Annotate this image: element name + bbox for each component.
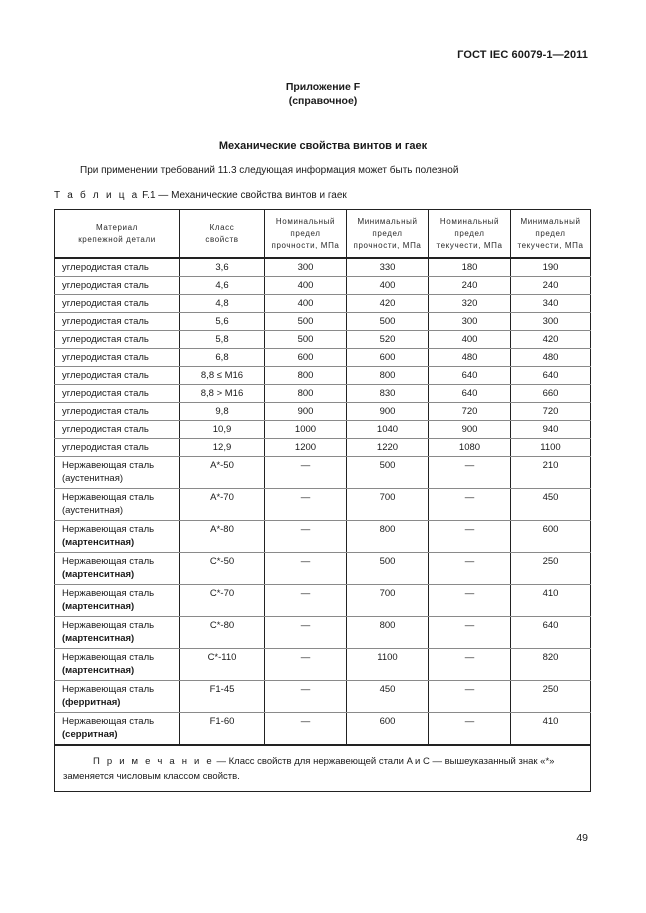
table-row — [55, 421, 591, 439]
cell-nominal-tensile: — — [265, 713, 347, 746]
material-type: (аустенитная) — [62, 473, 124, 484]
cell-min-yield: 190 — [511, 258, 591, 277]
cell-class: 6,8 — [180, 349, 265, 367]
material-name: углеродистая сталь — [62, 388, 149, 399]
cell-min-yield: 720 — [511, 403, 591, 421]
cell-min-yield: 450 — [511, 489, 591, 521]
cell-material — [55, 277, 180, 295]
cell-class: F1-45 — [180, 681, 265, 713]
cell-material — [55, 713, 180, 746]
cell-class: 3,6 — [180, 258, 265, 277]
cell-material — [55, 258, 180, 277]
cell-min-tensile: 600 — [347, 349, 429, 367]
cell-class: C*-70 — [180, 585, 265, 617]
material-type: (мартенситная) — [62, 633, 135, 644]
table-note — [55, 745, 591, 792]
cell-min-yield: 640 — [511, 617, 591, 649]
table-header-row — [55, 210, 591, 259]
cell-min-yield: 640 — [511, 367, 591, 385]
cell-nominal-tensile: — — [265, 681, 347, 713]
material-type: (мартенситная) — [62, 569, 135, 580]
cell-nominal-yield: 300 — [429, 313, 511, 331]
cell-min-tensile: 700 — [347, 585, 429, 617]
cell-nominal-yield: 240 — [429, 277, 511, 295]
cell-nominal-tensile: 800 — [265, 385, 347, 403]
cell-nominal-yield: — — [429, 617, 511, 649]
header-min-yield: Минимальный предел текучести, МПа — [511, 210, 591, 259]
cell-material — [55, 617, 180, 649]
material-name: Нержавеющая сталь — [62, 684, 155, 695]
cell-material — [55, 295, 180, 313]
cell-nominal-tensile: — — [265, 553, 347, 585]
material-type: (серритная) — [62, 729, 118, 740]
material-type: (мартенситная) — [62, 601, 135, 612]
cell-material — [55, 421, 180, 439]
cell-min-tensile: 800 — [347, 521, 429, 553]
cell-nominal-yield: 480 — [429, 349, 511, 367]
cell-material — [55, 521, 180, 553]
cell-min-yield: 940 — [511, 421, 591, 439]
cell-min-tensile: 400 — [347, 277, 429, 295]
material-name: Нержавеющая сталь — [62, 492, 155, 503]
cell-material — [55, 313, 180, 331]
cell-min-tensile: 500 — [347, 457, 429, 489]
cell-class: 9,8 — [180, 403, 265, 421]
cell-min-tensile: 1100 — [347, 649, 429, 681]
cell-nominal-tensile: 500 — [265, 331, 347, 349]
cell-nominal-tensile: 500 — [265, 313, 347, 331]
cell-nominal-yield: — — [429, 681, 511, 713]
material-name: углеродистая сталь — [62, 352, 149, 363]
cell-min-tensile: 520 — [347, 331, 429, 349]
material-name: Нержавеющая сталь — [62, 460, 155, 471]
cell-class: 4,6 — [180, 277, 265, 295]
cell-class: 10,9 — [180, 421, 265, 439]
material-name: углеродистая сталь — [62, 424, 149, 435]
table-row — [55, 585, 591, 617]
cell-nominal-tensile: — — [265, 617, 347, 649]
material-name: углеродистая сталь — [62, 316, 149, 327]
cell-nominal-yield: — — [429, 553, 511, 585]
cell-class: 12,9 — [180, 439, 265, 457]
cell-nominal-yield: 180 — [429, 258, 511, 277]
material-name: углеродистая сталь — [62, 280, 149, 291]
cell-material — [55, 457, 180, 489]
cell-class: 4,8 — [180, 295, 265, 313]
table-row — [55, 331, 591, 349]
cell-nominal-yield: 720 — [429, 403, 511, 421]
cell-class: C*-50 — [180, 553, 265, 585]
cell-min-tensile: 500 — [347, 553, 429, 585]
cell-min-tensile: 700 — [347, 489, 429, 521]
cell-min-tensile: 1040 — [347, 421, 429, 439]
material-name: углеродистая сталь — [62, 298, 149, 309]
table-caption — [54, 190, 347, 201]
header-min-tensile: Минимальный предел прочности, МПа — [347, 210, 429, 259]
cell-class: A*-80 — [180, 521, 265, 553]
cell-nominal-tensile: — — [265, 649, 347, 681]
table-caption-text: F.1 — Механические свойства винтов и гаек — [142, 190, 347, 201]
cell-material — [55, 367, 180, 385]
material-name: Нержавеющая сталь — [62, 620, 155, 631]
cell-class: 5,6 — [180, 313, 265, 331]
cell-nominal-yield: 640 — [429, 367, 511, 385]
cell-min-yield: 600 — [511, 521, 591, 553]
cell-min-tensile: 800 — [347, 367, 429, 385]
cell-class: F1-60 — [180, 713, 265, 746]
cell-material — [55, 403, 180, 421]
material-name: углеродистая сталь — [62, 370, 149, 381]
page-number: 49 — [576, 832, 588, 844]
cell-nominal-tensile: 300 — [265, 258, 347, 277]
mechanical-properties-table — [54, 209, 591, 792]
table-row — [55, 439, 591, 457]
cell-material — [55, 439, 180, 457]
cell-nominal-tensile: 600 — [265, 349, 347, 367]
material-type: (аустенитная) — [62, 505, 124, 516]
cell-min-yield: 1100 — [511, 439, 591, 457]
cell-nominal-yield: — — [429, 457, 511, 489]
cell-class: A*-70 — [180, 489, 265, 521]
cell-nominal-tensile: 800 — [265, 367, 347, 385]
cell-material — [55, 385, 180, 403]
cell-material — [55, 681, 180, 713]
cell-min-yield: 410 — [511, 585, 591, 617]
annex-title: Приложение F — [285, 81, 361, 93]
material-name: углеродистая сталь — [62, 406, 149, 417]
cell-nominal-tensile: — — [265, 489, 347, 521]
table-row — [55, 617, 591, 649]
table-row — [55, 349, 591, 367]
note-text: — Класс свойств для нержавеющей стали A и C — вышеуказанный знак «*» заменяется числовым классом свойств. — [63, 756, 555, 782]
material-name: Нержавеющая сталь — [62, 716, 155, 727]
cell-nominal-tensile: 400 — [265, 277, 347, 295]
table-row — [55, 258, 591, 277]
header-nominal-yield: Номинальный предел текучести, МПа — [429, 210, 511, 259]
table-row — [55, 521, 591, 553]
cell-class: 5,8 — [180, 331, 265, 349]
material-type: (мартенситная) — [62, 665, 135, 676]
cell-material — [55, 489, 180, 521]
cell-nominal-tensile: — — [265, 585, 347, 617]
cell-min-tensile: 1220 — [347, 439, 429, 457]
table-body — [55, 258, 591, 745]
cell-class: A*-50 — [180, 457, 265, 489]
cell-min-yield: 660 — [511, 385, 591, 403]
cell-min-tensile: 420 — [347, 295, 429, 313]
cell-class: C*-110 — [180, 649, 265, 681]
cell-nominal-tensile: 900 — [265, 403, 347, 421]
table-row — [55, 403, 591, 421]
cell-min-tensile: 330 — [347, 258, 429, 277]
cell-min-tensile: 600 — [347, 713, 429, 746]
header-nominal-tensile: Номинальный предел прочности, МПа — [265, 210, 347, 259]
cell-nominal-tensile: — — [265, 457, 347, 489]
cell-min-tensile: 830 — [347, 385, 429, 403]
table-row — [55, 713, 591, 746]
table-caption-label: Т а б л и ц а — [54, 190, 140, 201]
material-name: Нержавеющая сталь — [62, 524, 155, 535]
cell-min-yield: 480 — [511, 349, 591, 367]
cell-nominal-tensile: — — [265, 521, 347, 553]
cell-nominal-tensile: 1200 — [265, 439, 347, 457]
cell-nominal-yield: 640 — [429, 385, 511, 403]
material-name: Нержавеющая сталь — [62, 588, 155, 599]
cell-nominal-yield: — — [429, 649, 511, 681]
cell-nominal-yield: 1080 — [429, 439, 511, 457]
material-name: углеродистая сталь — [62, 334, 149, 345]
cell-nominal-yield: 400 — [429, 331, 511, 349]
table-note-row — [55, 745, 591, 792]
material-name: углеродистая сталь — [62, 262, 149, 273]
intro-paragraph: При применении требований 11.3 следующая информация может быть полезной — [80, 165, 459, 176]
table-row — [55, 367, 591, 385]
material-type: (ферритная) — [62, 697, 121, 708]
cell-min-yield: 420 — [511, 331, 591, 349]
note-label: П р и м е ч а н и е — [93, 756, 214, 767]
cell-nominal-yield: 320 — [429, 295, 511, 313]
standard-designation: ГОСТ IEC 60079-1—2011 — [457, 49, 588, 61]
cell-class: C*-80 — [180, 617, 265, 649]
annex-title-block — [0, 80, 646, 108]
cell-min-tensile: 900 — [347, 403, 429, 421]
annex-status: (справочное) — [288, 95, 358, 107]
cell-material — [55, 649, 180, 681]
header-class: Класс свойств — [180, 210, 265, 259]
material-name: углеродистая сталь — [62, 442, 149, 453]
cell-min-yield: 240 — [511, 277, 591, 295]
table-row — [55, 649, 591, 681]
cell-nominal-tensile: 400 — [265, 295, 347, 313]
table-row — [55, 489, 591, 521]
cell-nominal-tensile: 1000 — [265, 421, 347, 439]
cell-nominal-yield: — — [429, 585, 511, 617]
cell-min-tensile: 500 — [347, 313, 429, 331]
cell-min-yield: 210 — [511, 457, 591, 489]
cell-min-yield: 340 — [511, 295, 591, 313]
table-row — [55, 457, 591, 489]
cell-min-yield: 410 — [511, 713, 591, 746]
material-name: Нержавеющая сталь — [62, 556, 155, 567]
cell-nominal-yield: 900 — [429, 421, 511, 439]
cell-min-yield: 820 — [511, 649, 591, 681]
cell-min-yield: 300 — [511, 313, 591, 331]
cell-min-yield: 250 — [511, 681, 591, 713]
cell-material — [55, 349, 180, 367]
table-row — [55, 277, 591, 295]
cell-material — [55, 585, 180, 617]
cell-material — [55, 553, 180, 585]
material-type: (мартенситная) — [62, 537, 135, 548]
material-name: Нержавеющая сталь — [62, 652, 155, 663]
header-material: Материал крепежной детали — [55, 210, 180, 259]
cell-material — [55, 331, 180, 349]
table-row — [55, 313, 591, 331]
cell-nominal-yield: — — [429, 521, 511, 553]
cell-nominal-yield: — — [429, 713, 511, 746]
table-row — [55, 295, 591, 313]
cell-min-yield: 250 — [511, 553, 591, 585]
section-heading: Механические свойства винтов и гаек — [218, 140, 428, 152]
table-row — [55, 681, 591, 713]
cell-min-tensile: 450 — [347, 681, 429, 713]
cell-class: 8,8 > M16 — [180, 385, 265, 403]
cell-class: 8,8 ≤ M16 — [180, 367, 265, 385]
table-row — [55, 385, 591, 403]
table-row — [55, 553, 591, 585]
cell-min-tensile: 800 — [347, 617, 429, 649]
cell-nominal-yield: — — [429, 489, 511, 521]
